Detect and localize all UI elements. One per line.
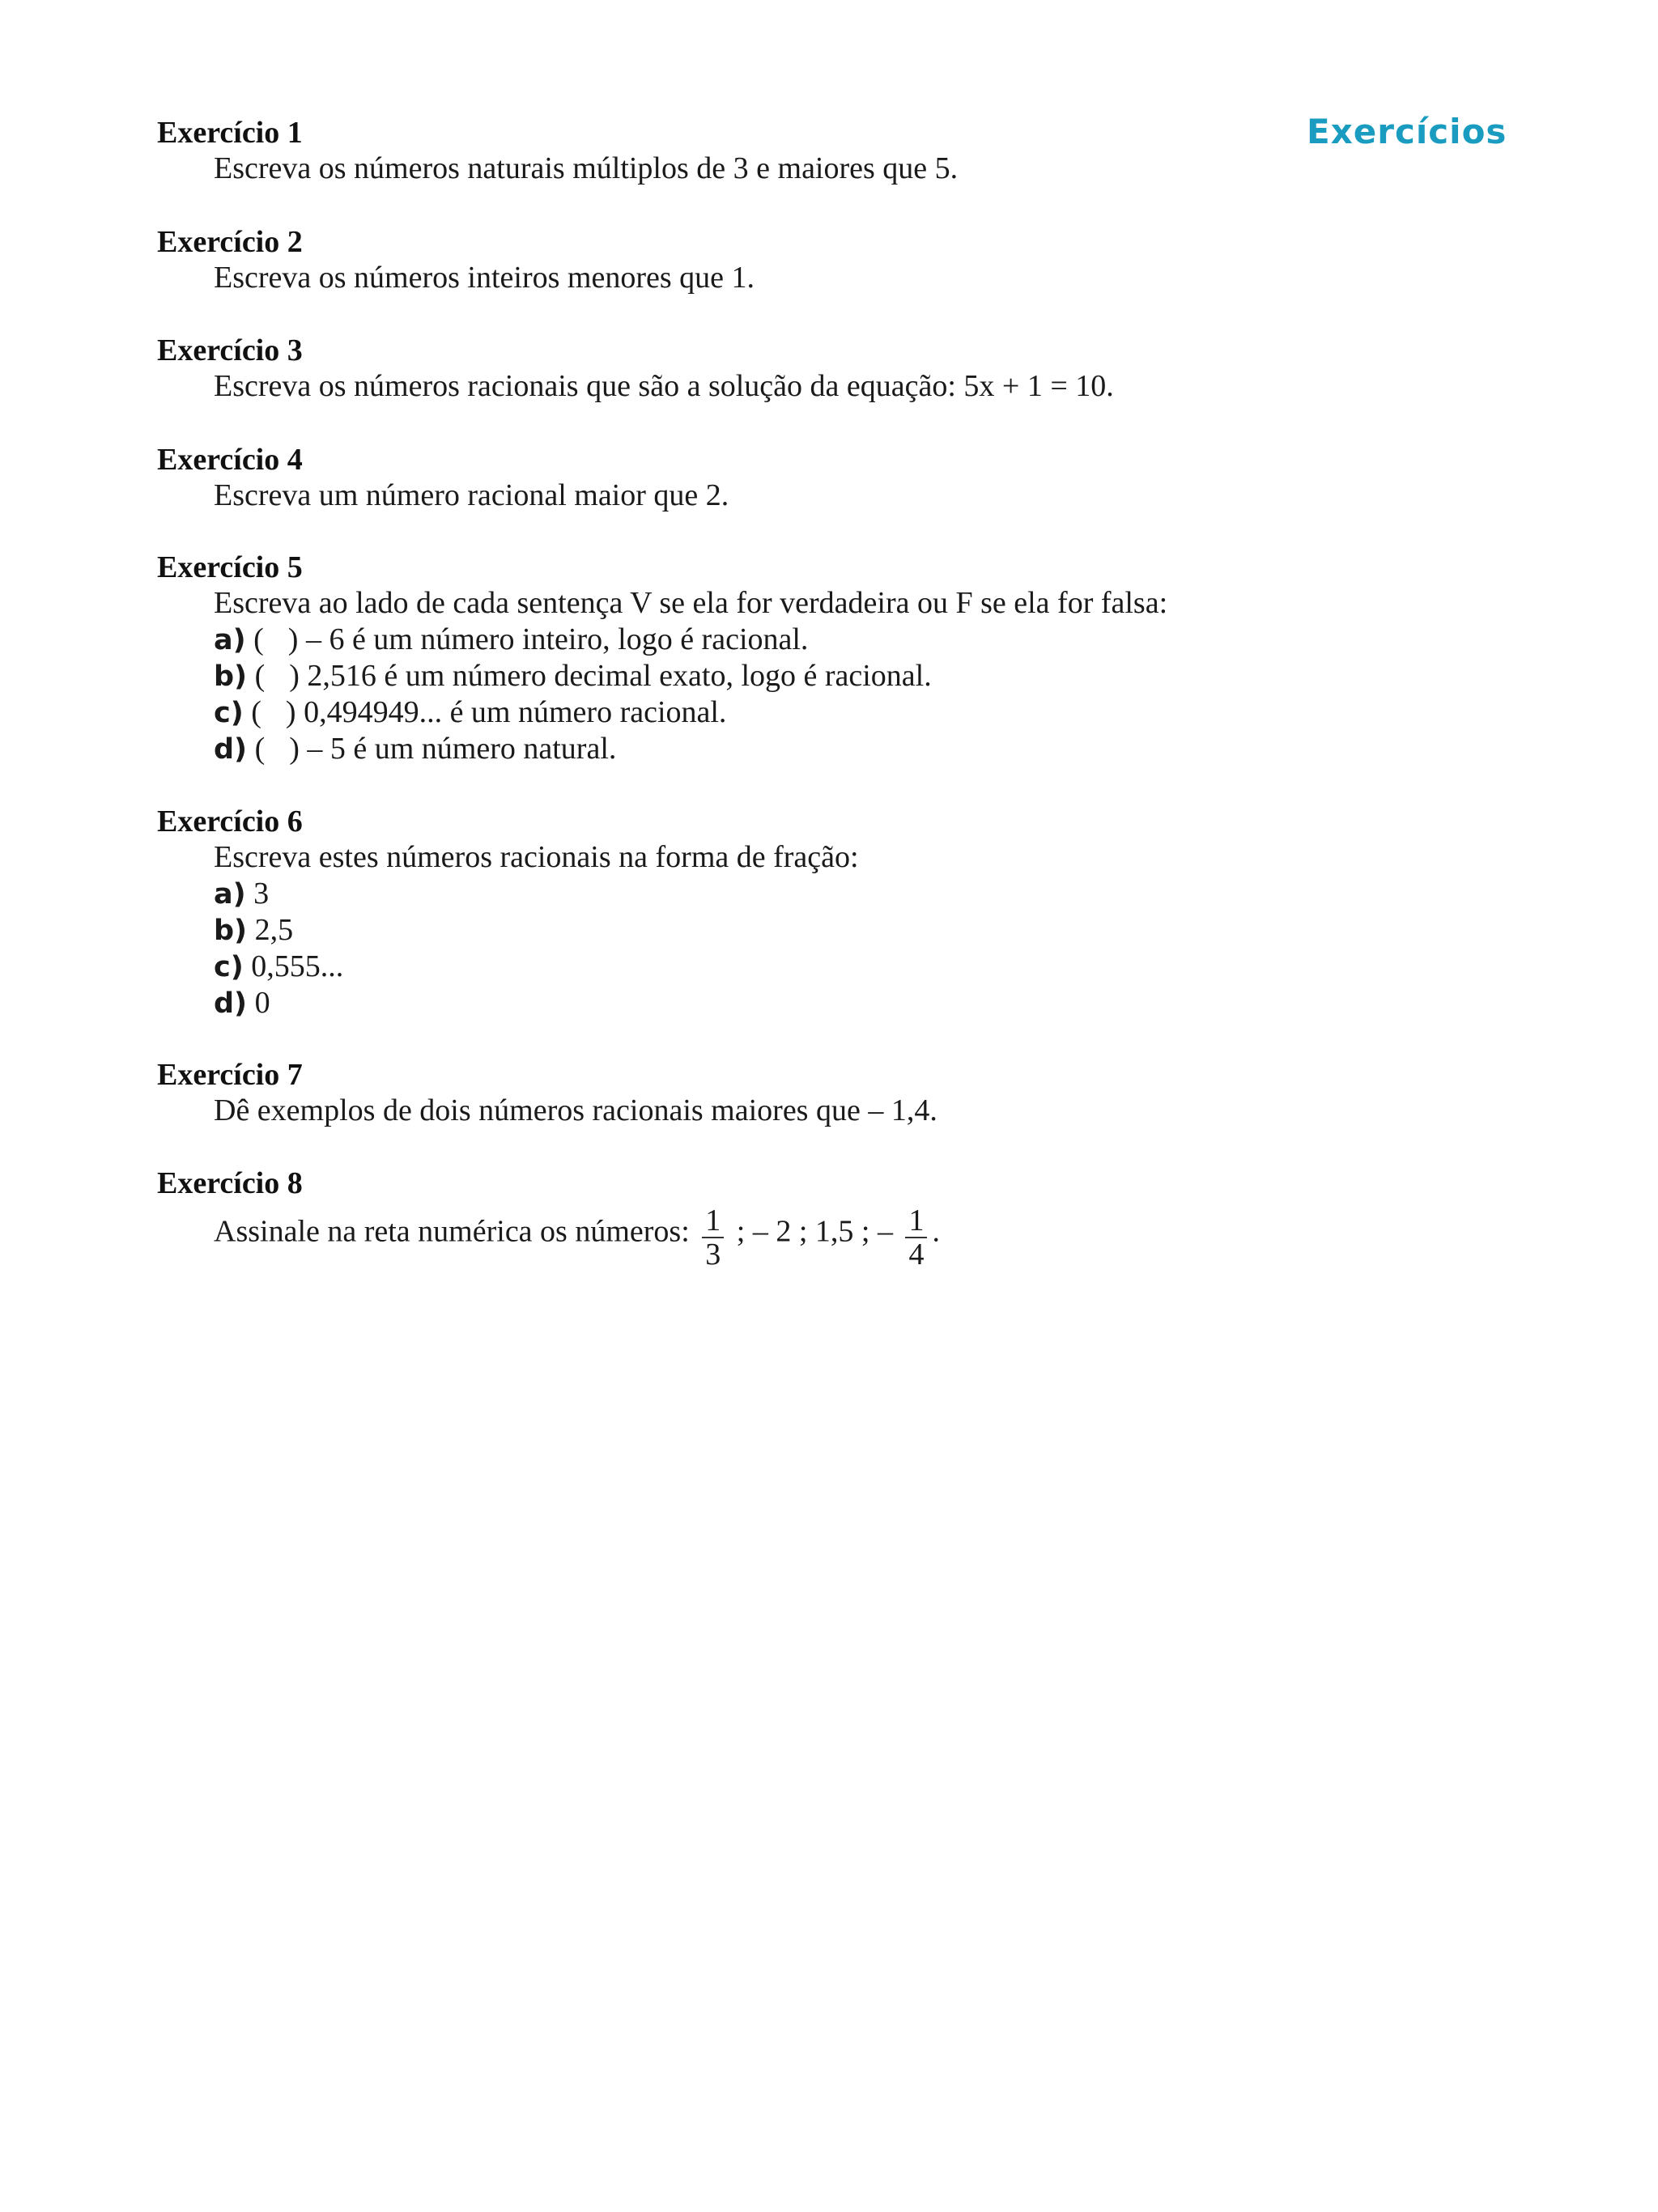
item-letter: d) <box>214 987 248 1020</box>
exercise-heading: Exercício 4 <box>157 443 303 477</box>
exercise-5 <box>157 550 1167 767</box>
answer-close-paren: ) <box>289 732 300 766</box>
exercise-heading: Exercício 8 <box>157 1166 303 1200</box>
answer-close-paren: ) <box>285 695 296 729</box>
exercise-statement-line <box>214 1201 940 1274</box>
answer-close-paren: ) <box>289 659 300 693</box>
exercise-1 <box>157 115 958 187</box>
fraction-one-fourth <box>905 1204 927 1271</box>
statement-end: . <box>932 1214 940 1249</box>
answer-open-paren: ( <box>254 732 266 766</box>
item-text: 0,494949... é um número racional. <box>304 695 727 729</box>
exercise-statement: Escreva os números racionais que são a solução da equação: 5x + 1 = 10. <box>214 369 1114 403</box>
number-list: ; – 2 ; 1,5 ; – <box>736 1214 893 1249</box>
list-item <box>214 694 1167 731</box>
item-text: – 6 é um número inteiro, logo é racional. <box>305 622 809 656</box>
exercise-3 <box>157 333 1114 405</box>
fraction-denominator: 4 <box>905 1237 927 1271</box>
exercise-statement: Assinale na reta numérica os números: <box>214 1214 690 1249</box>
exercise-statement: Escreva um número racional maior que 2. <box>214 478 729 512</box>
exercise-heading: Exercício 6 <box>157 805 303 839</box>
exercise-heading: Exercício 3 <box>157 333 303 367</box>
answer-open-paren: ( <box>253 622 264 656</box>
answer-close-paren: ) <box>287 622 299 656</box>
fraction-denominator: 3 <box>702 1237 724 1271</box>
list-item <box>214 731 1167 767</box>
fraction-one-third <box>702 1204 724 1271</box>
section-title: Exercícios <box>1307 112 1507 151</box>
item-letter: a) <box>214 624 246 656</box>
exercise-7 <box>157 1057 937 1129</box>
exercise-heading: Exercício 2 <box>157 225 303 259</box>
answer-open-paren: ( <box>254 659 266 693</box>
exercise-2 <box>157 224 755 296</box>
item-letter: b) <box>214 660 248 693</box>
item-letter: c) <box>214 697 244 729</box>
exercise-heading: Exercício 1 <box>157 116 303 150</box>
answer-open-paren: ( <box>251 695 261 729</box>
item-letter: b) <box>214 915 248 947</box>
list-item <box>214 912 859 949</box>
item-text: 2,5 <box>254 913 294 947</box>
list-item <box>214 949 859 985</box>
item-text: 0 <box>254 986 270 1020</box>
exercise-statement: Escreva os números naturais múltiplos de 3 e maiores que 5. <box>214 151 959 185</box>
item-text: 2,516 é um número decimal exato, logo é racional. <box>307 659 932 693</box>
exercise-heading: Exercício 7 <box>157 1058 303 1092</box>
item-letter: c) <box>214 951 244 983</box>
list-item <box>214 658 1167 694</box>
exercise-statement: Escreva os números inteiros menores que 1. <box>214 261 755 295</box>
item-text: 0,555... <box>251 949 344 983</box>
list-item <box>214 622 1167 658</box>
fraction-numerator: 1 <box>908 1204 925 1238</box>
exercise-6 <box>157 804 859 1021</box>
exercise-8 <box>157 1165 940 1274</box>
fraction-numerator: 1 <box>705 1204 721 1238</box>
exercise-statement: Escreva ao lado de cada sentença V se ela for verdadeira ou F se ela for falsa: <box>214 586 1168 620</box>
exercise-heading: Exercício 5 <box>157 550 303 584</box>
item-letter: d) <box>214 733 248 766</box>
item-letter: a) <box>214 878 246 911</box>
exercise-statement: Dê exemplos de dois números racionais maiores que – 1,4. <box>214 1093 937 1127</box>
item-text: – 5 é um número natural. <box>307 732 617 766</box>
list-item <box>214 876 859 912</box>
list-item <box>214 985 859 1021</box>
exercise-statement: Escreva estes números racionais na forma de fração: <box>214 840 859 874</box>
exercise-4 <box>157 442 729 514</box>
item-text: 3 <box>253 877 270 911</box>
